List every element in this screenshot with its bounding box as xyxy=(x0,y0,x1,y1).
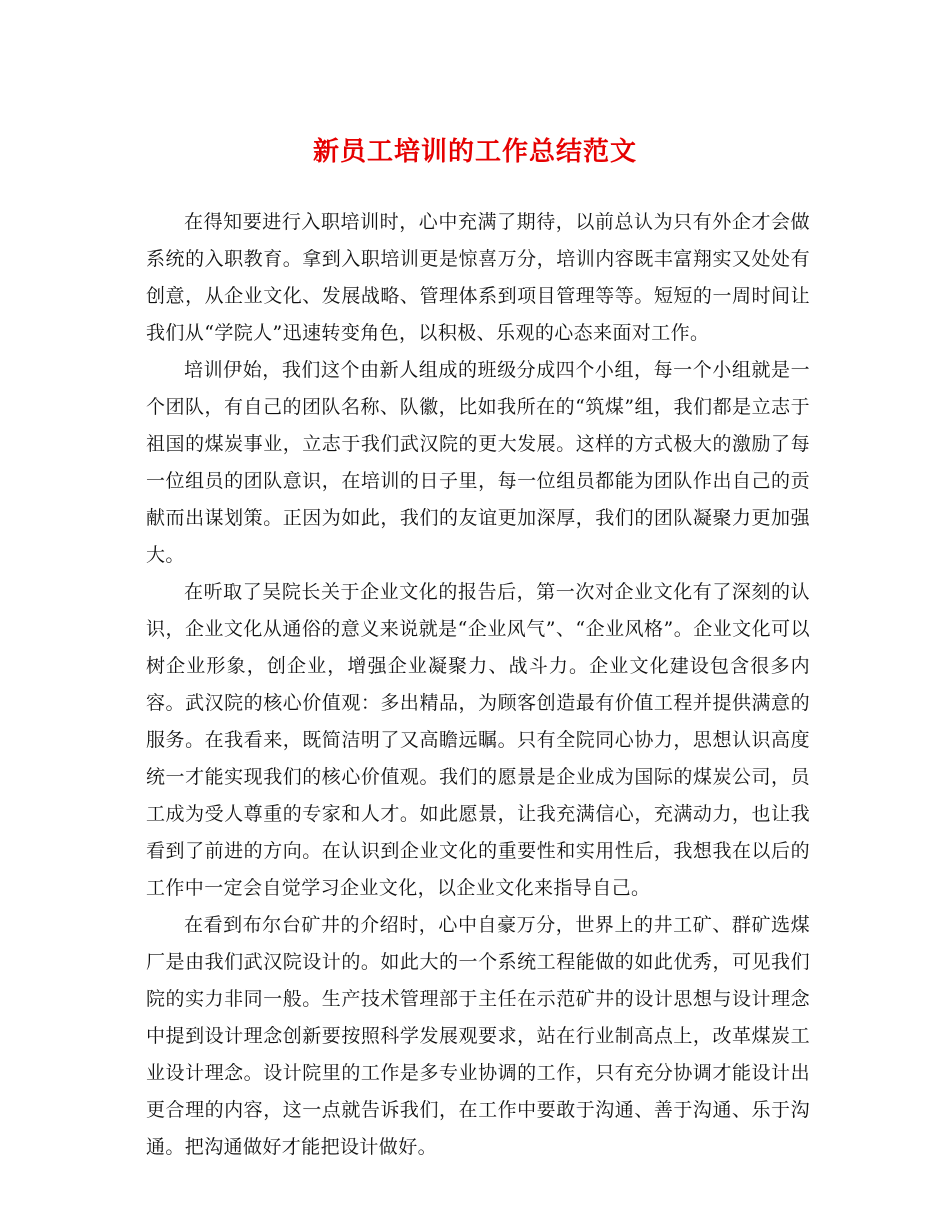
paragraph-1: 在得知要进行入职培训时，心中充满了期待，以前总认为只有外企才会做系统的入职教育。拿到入职培训更是惊喜万分，培训内容既丰富翔实又处处有创意，从企业文化、发展战略、管理体系到项目管理等等。短短的一周时间让我们从“学院人”迅速转变角色，以积极、乐观的心态来面对工作。 xyxy=(146,211,810,344)
document-title: 新员工培训的工作总结范文 xyxy=(312,137,637,167)
document-body xyxy=(146,204,810,1166)
paragraph-3: 在听取了吴院长关于企业文化的报告后，第一次对企业文化有了深刻的认识，企业文化从通俗的意义来说就是“企业风气”、“企业风格”。企业文化可以树企业形象，创企业，增强企业凝聚力、战斗力。企业文化建设包含很多内容。武汉院的核心价值观：多出精品，为顾客创造最有价值工程并提供满意的服务。在我看来，既简洁明了又高瞻远瞩。只有全院同心协力，思想认识高度统一才能实现我们的核心价值观。我们的愿景是企业成为国际的煤炭公司，员工成为受人尊重的专家和人才。如此愿景，让我充满信心，充满动力，也让我看到了前进的方向。在认识到企业文化的重要性和实用性后，我想我在以后的工作中一定会自觉学习企业文化，以企业文化来指导自己。 xyxy=(146,581,810,899)
paragraph-2: 培训伊始，我们这个由新人组成的班级分成四个小组，每一个小组就是一个团队，有自己的团队名称、队徽，比如我所在的“筑煤”组，我们都是立志于祖国的煤炭事业，立志于我们武汉院的更大发展。这样的方式极大的激励了每一位组员的团队意识，在培训的日子里，每一位组员都能为团队作出自己的贡献而出谋划策。正因为如此，我们的友谊更加深厚，我们的团队凝聚力更加强大。 xyxy=(146,359,810,566)
paragraph-4: 在看到布尔台矿井的介绍时，心中自豪万分，世界上的井工矿、群矿选煤厂是由我们武汉院设计的。如此大的一个系统工程能做的如此优秀，可见我们院的实力非同一般。生产技术管理部于主任在示范矿井的设计思想与设计理念中提到设计理念创新要按照科学发展观要求，站在行业制高点上，改革煤炭工业设计理念。设计院里的工作是多专业协调的工作，只有充分协调才能设计出更合理的内容，这一点就告诉我们，在工作中要敢于沟通、善于沟通、乐于沟通。把沟通做好才能把设计做好。 xyxy=(146,914,810,1158)
